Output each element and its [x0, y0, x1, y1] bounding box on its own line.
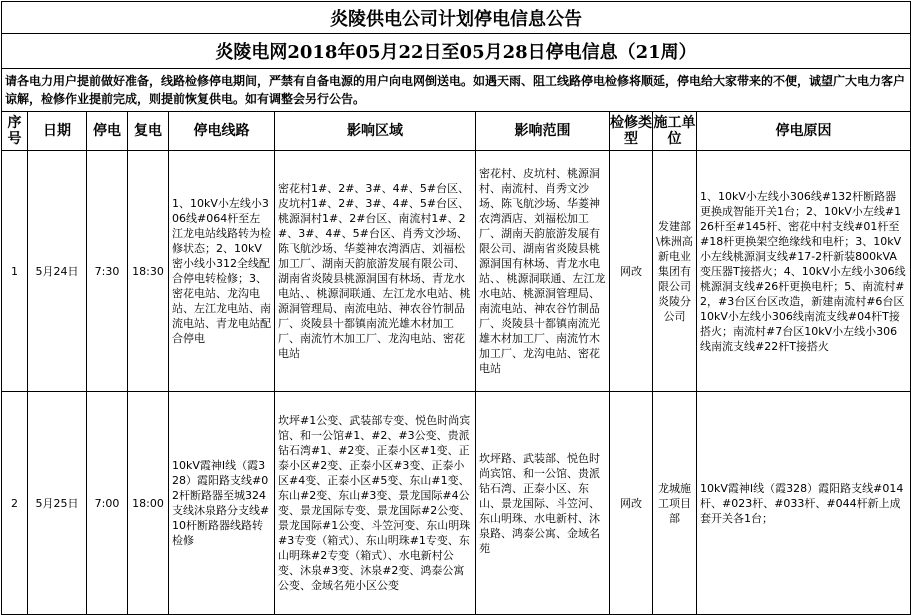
row-date: 5月25日 — [28, 392, 87, 615]
row-area: 坎坪#1公变、武装部专变、悦色时尚宾馆、和一公馆#1、#2、#3公变、贵派钻石湾#1、#2变、正泰小区#1变、正泰小区#2变、正泰小区#3变、正泰小区#4变、正泰小区#5变、东山#1变、东山#2变、东山#3变、景龙国际#4公变、景龙国际专变、景龙国际#2公变、景龙国际#1公变、斗笠河变、东山明珠#3专变（箱式）、东山明珠#1专变、东山明珠#2专变（箱式）、水电新村公变、沐泉#3变、沐泉#2变、鸿泰公寓公变、金域名苑小区公变 — [275, 392, 476, 615]
table-row — [2, 392, 911, 615]
row-scope: 密花村、皮坑村、桃源洞村、南流村、肖秀文沙场、陈飞航沙场、华菱神农湾酒店、刘福松加工厂、湖南天韵旅游发展有限公司、湖南省炎陵县桃源洞国有林场、青龙水电站、、桃源洞联通、左江龙水电站、桃源洞管理局、南流电站、神农谷竹制品厂、炎陵县十都镇南流光雄木材加工厂、南流竹木加工厂、龙沟电站、密花电站 — [476, 151, 610, 392]
outage-notice-table — [1, 1, 911, 615]
header-date: 日期 — [28, 112, 87, 151]
page-subtitle: 炎陵电网2018年05月22日至05月28日停电信息（21周） — [2, 34, 911, 69]
header-unit: 施工单位 — [653, 112, 697, 151]
row-off-time: 7:30 — [87, 151, 128, 392]
row-unit: 龙城施工项目部 — [653, 392, 697, 615]
row-type: 网改 — [610, 392, 653, 615]
row-off-time: 7:00 — [87, 392, 128, 615]
header-on: 复电 — [128, 112, 169, 151]
row-unit: 发建部\株洲高新电业集团有限公司炎陵分公司 — [653, 151, 697, 392]
row-area: 密花村1#、2#、3#、4#、5#台区、皮坑村1#、2#、3#、4#、5#台区、桃源洞村1#、2#台区、南流村1#、2#、3#、4#、5#台区、肖秀文沙场、陈飞航沙场、华菱神农湾酒店、刘福松加工厂、湖南天韵旅游发展有限公司、湖南省炎陵县桃源洞国有林场、青龙水电站、、桃源洞联通、左江龙水电站、桃源洞管理局、南流电站、神农谷竹制品厂、炎陵县十都镇南流光雄木材加工厂、南流竹木加工厂、龙沟电站、密花电站 — [275, 151, 476, 392]
notice-text: 请各电力用户提前做好准备，线路检修停电期间，严禁有自备电源的用户向电网倒送电。如遇天雨、阻工线路停电检修将顺延，停电给大家带来的不便，诚望广大电力客户谅解，检修作业提前完成，则提前恢复供电。如有调整会另行公告。 — [2, 69, 911, 112]
row-scope: 坎坪路、武装部、悦色时尚宾馆、和一公馆、贵派钻石湾、正泰小区、东山、景龙国际、斗笠河、东山明珠、水电新村、沐泉路、鸿泰公寓、金域名苑 — [476, 392, 610, 615]
header-reason: 停电原因 — [697, 112, 911, 151]
row-reason: 10kV霞神Ⅰ线（霞328）霞阳路支线#014杆、#023杆、#033杆、#044杆新上成套开关各1台； — [697, 392, 911, 615]
row-line: 1、10kV小左线小306线#064杆至左江龙电站线路转为检修状态；2、10kV密小线小312全线配合停电转检修；3、密花电站、龙沟电站、左江龙电站、南流电站、青龙电站配合停电 — [169, 151, 275, 392]
row-line: 10kV霞神Ⅰ线（霞328）霞阳路支线#02杆断路器至城324支线沐泉路分支线#10杆断路器线路转检修 — [169, 392, 275, 615]
row-date: 5月24日 — [28, 151, 87, 392]
header-off: 停电 — [87, 112, 128, 151]
header-type: 检修类型 — [610, 112, 653, 151]
header-line: 停电线路 — [169, 112, 275, 151]
row-reason: 1、10kV小左线小306线#132杆断路器更换成智能开关1台；2、10kV小左线#126杆至#145杆、密花中村支线#01杆至#18杆更换架空绝缘线和电杆；3、10kV小左线桃源洞支线#17-2杆新装800kVA变压器T接搭火；4、10kV小左线小306线桃源洞支线#26杆更换电杆；5、南流村#2，#3台区台区改造，新建南流村#6台区10kV小左线小306线南流支线#04杆T接搭火；南流村#7台区10kV小左线小306线南流支线#22杆T接搭火 — [697, 151, 911, 392]
row-no: 2 — [2, 392, 28, 615]
row-no: 1 — [2, 151, 28, 392]
header-no: 序号 — [2, 112, 28, 151]
row-on-time: 18:30 — [128, 151, 169, 392]
page-title: 炎陵供电公司计划停电信息公告 — [2, 2, 911, 34]
header-area: 影响区域 — [275, 112, 476, 151]
header-scope: 影响范围 — [476, 112, 610, 151]
row-on-time: 18:00 — [128, 392, 169, 615]
table-header-row — [2, 112, 911, 151]
row-type: 网改 — [610, 151, 653, 392]
table-row — [2, 151, 911, 392]
